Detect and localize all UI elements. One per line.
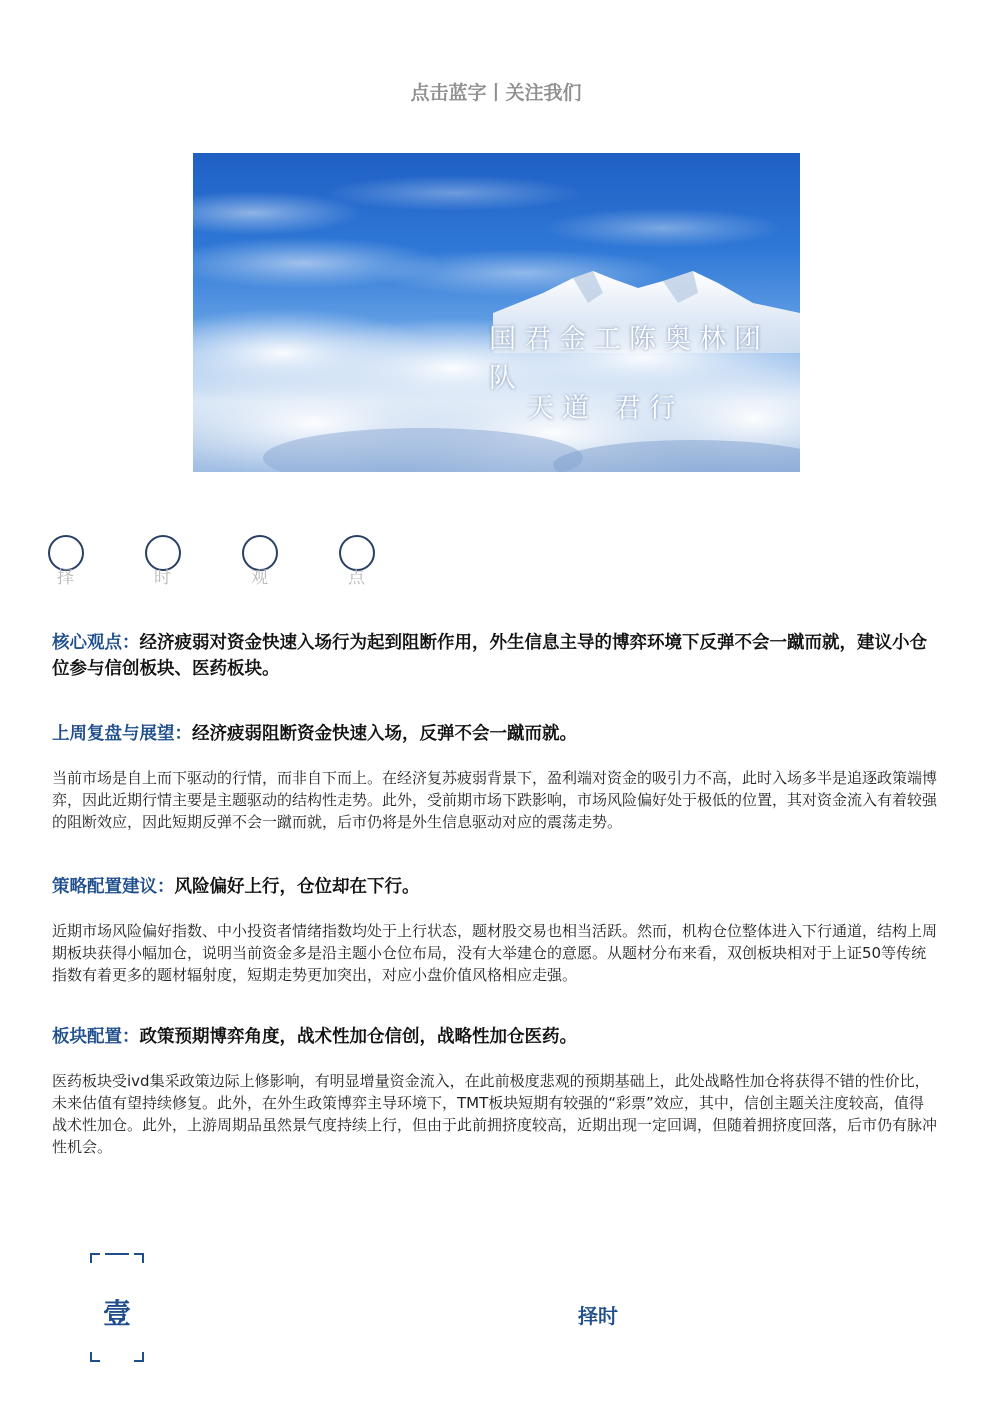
chapter-title: 择时 [578,1304,618,1328]
circle-nav-char: 时 [154,568,171,588]
follow-us-link[interactable]: 点击蓝字丨关注我们 [410,82,582,104]
sector-heading [52,1024,932,1050]
core-view-label: 核心观点： [52,633,140,653]
circle-nav [48,535,448,595]
divider [105,1253,129,1255]
review-heading [52,721,932,747]
sector-headline: 政策预期博弈角度，战术性加仓信创，战略性加仓医药。 [139,1027,577,1047]
circle-nav-char: 点 [348,568,365,588]
strategy-heading [52,874,932,900]
review-headline: 经济疲弱阻断资金快速入场，反弹不会一蹴而就。 [192,724,577,744]
circle-nav-item [242,535,278,588]
chapter-number-box [88,1250,146,1365]
circle-nav-item [145,535,181,588]
corner-bracket-icon [90,1352,100,1362]
core-view-text: 经济疲弱对资金快速入场行为起到阻断作用，外生信息主导的博弈环境下反弹不会一蹴而就，建议小仓位参与信创板块、医药板块。 [52,633,927,679]
circle-nav-item [339,535,375,588]
corner-bracket-icon [134,1253,144,1263]
banner-motto: 天道 君行 [527,393,684,424]
circle-nav-item [48,535,84,588]
review-body: 当前市场是自上而下驱动的行情，而非自下而上。在经济复苏疲弱背景下，盈利端对资金的吸引力不高，此时入场多半是追逐政策端博弈，因此近期行情主要是主题驱动的结构性走势。此外，受前期市场下跌影响，市场风险偏好处于极低的位置，其对资金流入有着较强的阻断效应，因此短期反弹不会一蹴而就，后市仍将是外生信息驱动对应的震荡走势。 [52,769,938,831]
banner-team-name: 国君金工陈奥林团队 [489,324,769,394]
circle-nav-char: 观 [251,568,268,588]
sector-label: 板块配置： [52,1027,140,1047]
strategy-body: 近期市场风险偏好指数、中小投资者情绪指数均处于上行状态，题材股交易也相当活跃。然而，机构仓位整体进入下行通道，结构上周期板块获得小幅加仓，说明当前资金多是沿主题小仓位布局，没有大举建仓的意愿。从题材分布来看，双创板块相对于上证50等传统指数有着更多的题材辐射度，短期走势更加突出，对应小盘价值风格相应走强。 [52,922,938,984]
strategy-headline: 风险偏好上行，仓位却在下行。 [174,877,420,897]
core-view [52,630,932,682]
strategy-label: 策略配置建议： [52,877,175,897]
banner-image [193,153,800,472]
circle-nav-char: 择 [57,568,74,588]
review-label: 上周复盘与展望： [52,724,192,744]
corner-bracket-icon [90,1253,100,1263]
sector-body: 医药板块受ivd集采政策边际上修影响，有明显增量资金流入，在此前极度悲观的预期基础上，此处战略性加仓将获得不错的性价比，未来估值有望持续修复。此外，在外生政策博弈主导环境下，TMT板块短期有较强的“彩票”效应，其中，信创主题关注度较高，值得战术性加仓。此外，上游周期品虽然景气度持续上行，但由于此前拥挤度较高，近期出现一定回调，但随着拥挤度回落，后市仍有脉冲性机会。 [52,1072,938,1156]
chapter-number: 壹 [102,1297,131,1330]
sky-clouds-illustration [193,153,800,472]
corner-bracket-icon [134,1352,144,1362]
